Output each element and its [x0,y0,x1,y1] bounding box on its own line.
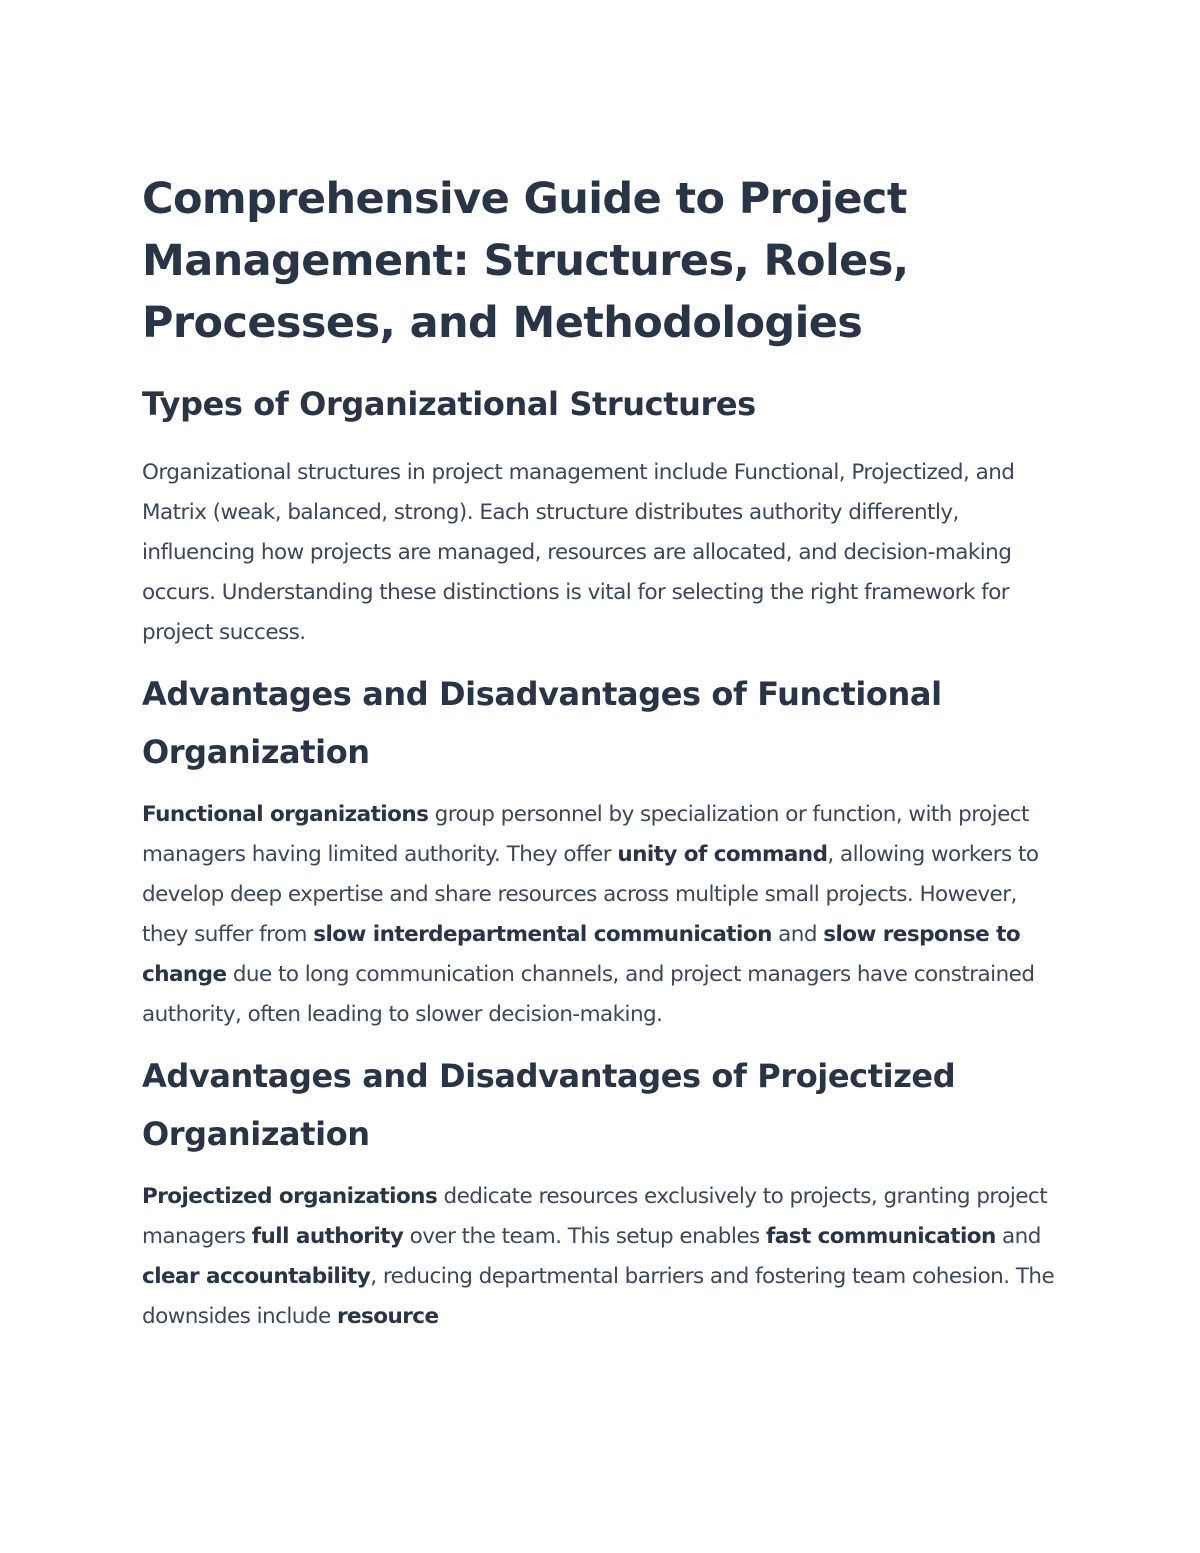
body-text: and [995,1224,1041,1249]
section-heading-projectized-organization: Advantages and Disadvantages of Projectized Organization [142,1057,956,1153]
bold-phrase: slow response to change [142,922,1021,987]
bold-phrase: Projectized organizations [142,1184,438,1209]
bold-phrase: fast communication [765,1224,996,1249]
section-body-functional-organization [142,795,1067,1035]
body-text: over the team. This setup enables [403,1224,766,1249]
body-text: , reducing departmental barriers and fostering team cohesion. The downsides include [142,1264,1055,1329]
document-title: Comprehensive Guide to Project Management: Structures, Roles, Processes, and Methodologies [142,174,909,348]
bold-phrase: unity of command [617,842,828,867]
section-body-projectized-organization [142,1177,1067,1337]
body-text: group personnel by specialization or function, with project managers having limited authority. They offer [142,802,1029,867]
bold-phrase: slow interdepartmental communication [313,922,772,947]
body-text: and [771,922,824,947]
section-heading-functional-organization: Advantages and Disadvantages of Functional Organization [142,675,942,771]
bold-phrase: clear accountability [142,1264,371,1289]
bold-phrase: full authority [251,1224,404,1249]
section-heading-organizational-structures: Types of Organizational Structures [142,385,756,423]
bold-phrase: Functional organizations [142,802,429,827]
body-text: dedicate resources exclusively to projects, granting project managers [142,1184,1048,1249]
body-text: due to long communication channels, and project managers have constrained authority, often leading to slower decision-making. [142,962,1035,1027]
section-body-organizational-structures: Organizational structures in project management include Functional, Projectized, and Matrix (weak, balanced, strong). Each structure distributes authority differently, influencing how projects are managed, resources are allocated, and decision-making occurs. Understanding these distinctions is vital for selecting the right framework for project success. [142,460,1015,645]
bold-phrase: resource [336,1304,439,1329]
body-text: , allowing workers to develop deep expertise and share resources across multiple small projects. However, they suffer from [142,842,1039,947]
document-page [142,168,1067,1337]
